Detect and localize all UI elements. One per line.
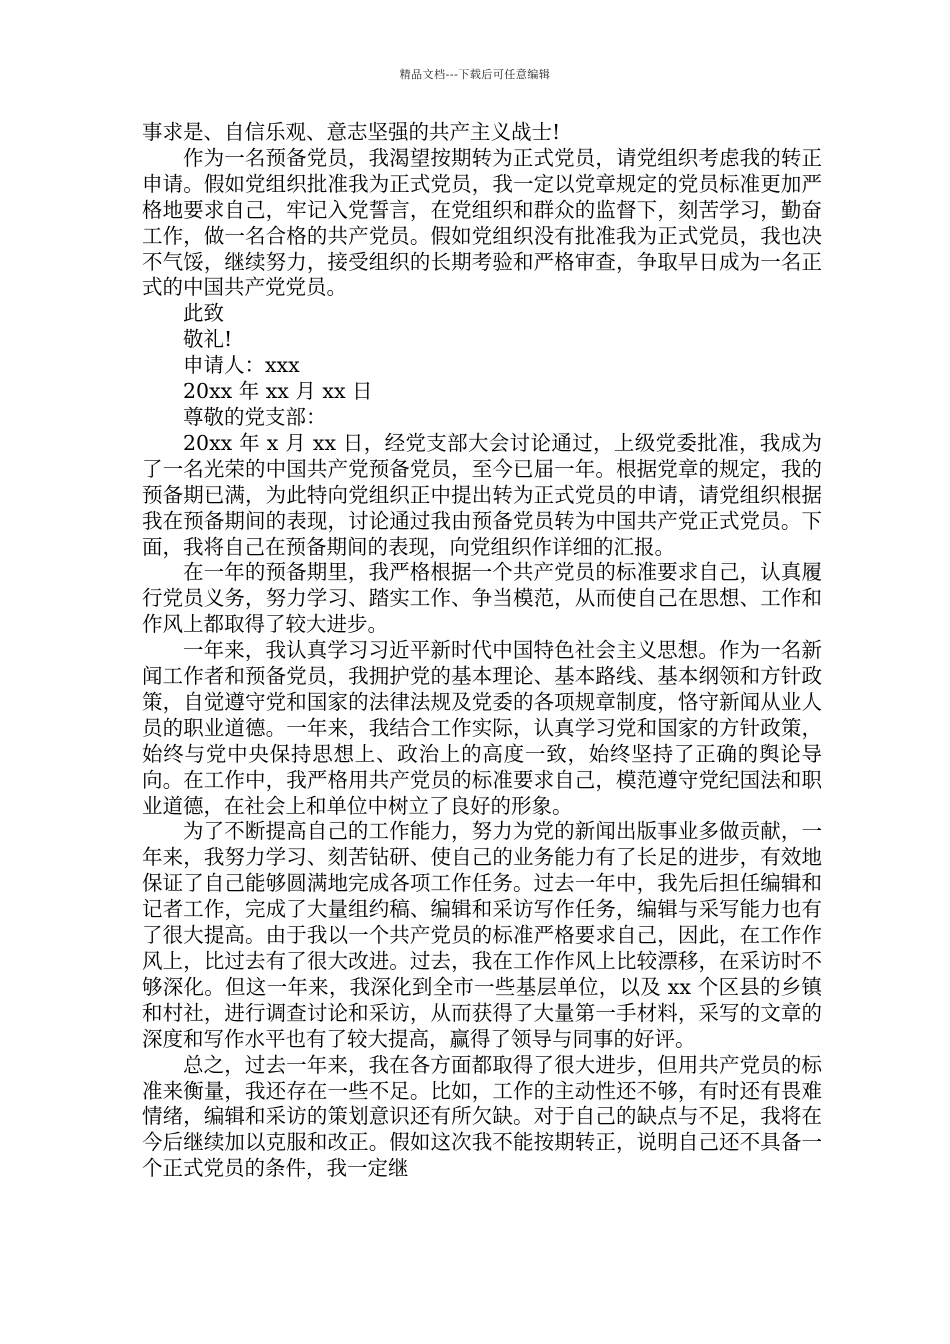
signature-date: 20xx 年 xx 月 xx 日	[183, 379, 373, 404]
document-body	[142, 120, 822, 1182]
applicant-signature: 申请人：xxx	[183, 353, 300, 378]
paragraph-study: 一年来，我认真学习习近平新时代中国特色社会主义思想。作为一名新闻工作者和预备党员，我拥护党的基本理论、基本路线、基本纲领和方针政策，自觉遵守党和国家的法律法规及党委的各项规章制度，恪守新闻从业人员的职业道德。一年来，我结合工作实际，认真学习党和国家的方针政策，始终与党中央保持思想上、政治上的高度一致，始终坚持了正确的舆论导向。在工作中，我严格用共产党员的标准要求自己，模范遵守党纪国法和职业道德，在社会上和单位中树立了良好的形象。	[142, 638, 822, 818]
paragraph-work: 为了不断提高自己的工作能力，努力为党的新闻出版事业多做贡献，一年来，我努力学习、刻苦钻研、使自己的业务能力有了长足的进步，有效地保证了自己能够圆满地完成各项工作任务。过去一年中，我先后担任编辑和记者工作，完成了大量组约稿、编辑和采访写作任务，编辑与采写能力也有了很大提高。由于我以一个共产党员的标准严格要求自己，因此，在工作作风上，比过去有了很大改进。过去，我在工作作风上比较漂移，在采访时不够深化。但这一年来，我深化到全市一些基层单位，以及 xx 个区县的乡镇和村社，进行调查讨论和采访，从而获得了大量第一手材料，采写的文章的深度和写作水平也有了较大提高，赢得了领导与同事的好评。	[142, 819, 822, 1051]
paragraph-continuation: 事求是、自信乐观、意志坚强的共产主义战士!	[142, 120, 561, 144]
closing-respect: 敬礼!	[183, 327, 233, 352]
closing-salutation: 此致	[183, 301, 224, 326]
letter-greeting: 尊敬的党支部：	[183, 404, 327, 429]
page-header: 精品文档---下载后可任意编辑	[399, 68, 551, 81]
paragraph-shortcomings: 总之，过去一年来，我在各方面都取得了很大进步，但用共产党员的标准来衡量，我还存在一些不足。比如，工作的主动性还不够，有时还有畏难情绪，编辑和采访的策划意识还有所欠缺。对于自己的缺点与不足，我将在今后继续加以克服和改正。假如这次我不能按期转正，说明自己还不具备一个正式党员的条件，我一定继	[142, 1052, 822, 1181]
paragraph-intro: 20xx 年 x 月 xx 日，经党支部大会讨论通过，上级党委批准，我成为了一名光荣的中国共产党预备党员，至今已届一年。根据党章的规定，我的预备期已满，为此特向党组织正中提出转为正式党员的申请，请党组织根据我在预备期间的表现，讨论通过我由预备党员转为中国共产党正式党员。下面，我将自己在预备期间的表现，向党组织作详细的汇报。	[142, 430, 822, 559]
paragraph-transfer-request: 作为一名预备党员，我渴望按期转为正式党员，请党组织考虑我的转正申请。假如党组织批准我为正式党员，我一定以党章规定的党员标准更加严格地要求自己，牢记入党誓言，在党组织和群众的监督下，刻苦学习，勤奋工作，做一名合格的共产党员。假如党组织没有批准我为正式党员，我也决不气馁，继续努力，接受组织的长期考验和严格审查，争取早日成为一名正式的中国共产党党员。	[142, 145, 822, 300]
paragraph-probation-summary: 在一年的预备期里，我严格根据一个共产党员的标准要求自己，认真履行党员义务，努力学习、踏实工作、争当模范，从而使自己在思想、工作和作风上都取得了较大进步。	[142, 560, 822, 637]
